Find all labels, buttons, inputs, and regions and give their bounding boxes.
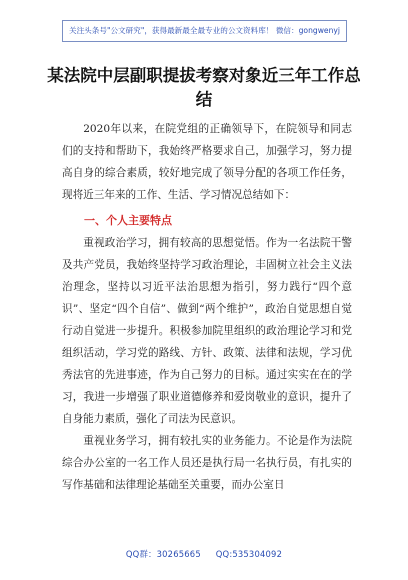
qq-number: QQ:535304092: [215, 549, 283, 559]
promo-banner: 关注头条号"公文研究"，获得最新最全最专业的公文资料库！ 微信：gongwenyj: [62, 20, 347, 42]
document-title: 某法院中层副职提拔考察对象近三年工作总结: [47, 66, 361, 109]
body-paragraph-2: 重视业务学习，拥有较扎实的业务能力。不论是作为法院综合办公室的一名工作人员还是执行局一名执行员，有扎实的写作基础和法律理论基础至关重要，而办公室日: [62, 435, 352, 491]
section-heading: 一、个人主要特点: [84, 214, 172, 227]
footer-contact: [0, 548, 408, 560]
document-body: [62, 118, 352, 496]
body-paragraph-1: 重视政治学习，拥有较高的思想觉悟。作为一名法院干警及共产党员，我始终坚持学习政治理论，丰固树立社会主义法治理念，坚持以习近平法治思想为指引，努力践行“四个意识”、坚定“四个自信”、做到“两个维护”，政治自觉思想自觉行动自觉进一步提升。积极参加院里组织的政治理论学习和党组织活动，学习党的路线、方针、政策、法律和法规，学习优秀法官的先进事迹，作为自己努力的目标。通过实实在在的学习，我进一步增强了职业道德修养和爱岗敬业的意识，提升了自身能力素质，强化了司法为民意识。: [62, 237, 352, 425]
intro-paragraph: 2020年以来，在院党组的正确领导下，在院领导和同志们的支持和帮助下，我始终严格要求自己，加强学习，努力提高自身的综合素质，较好地完成了领导分配的各项工作任务，现将近三年来的工作、生活、学习情况总结如下：: [62, 123, 352, 201]
qq-group-number: QQ群：30265665: [125, 549, 201, 559]
